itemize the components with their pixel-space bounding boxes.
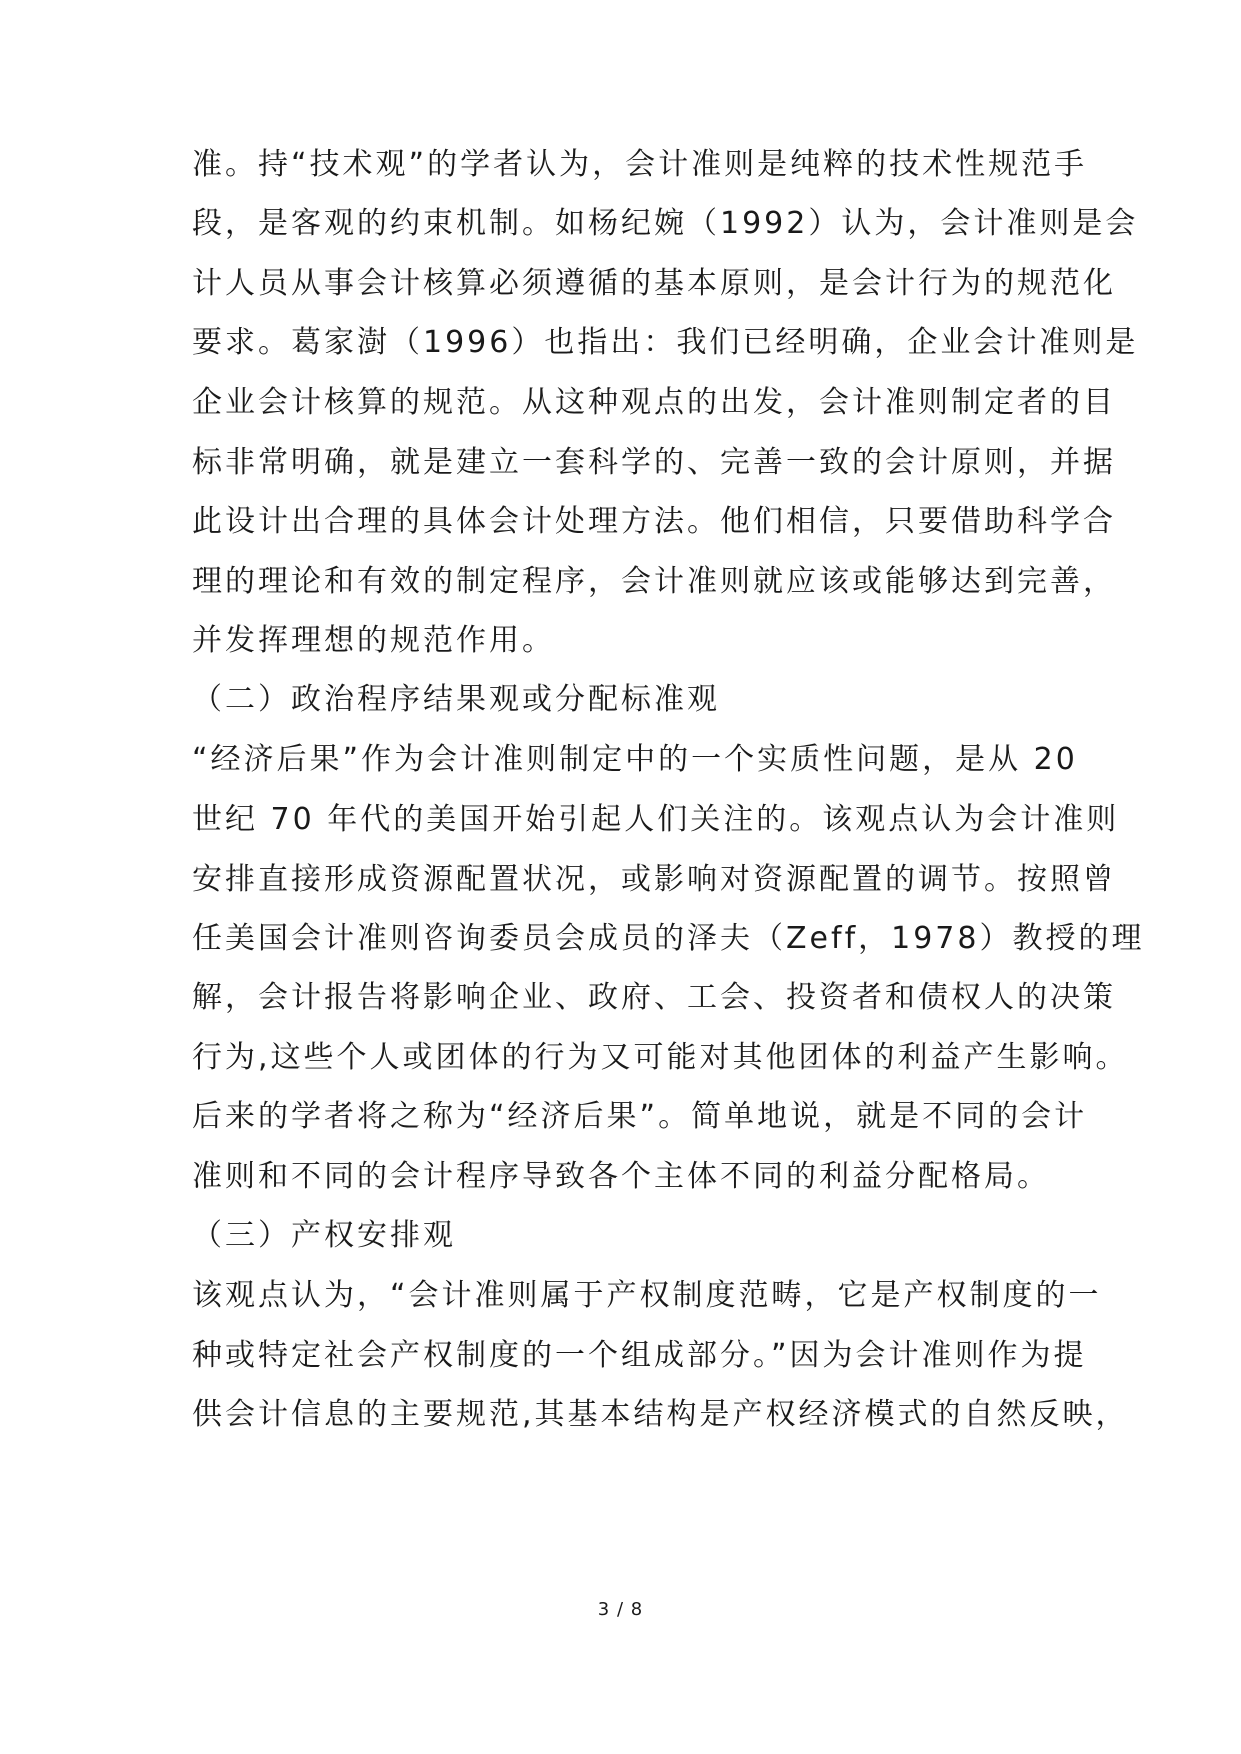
page-number: 3 / 8 (597, 1599, 644, 1620)
body-text-line: 要求。葛家澍（1996）也指出：我们已经明确，企业会计准则是 (192, 325, 1139, 360)
body-text-line: 准则和不同的会计程序导致各个主体不同的利益分配格局。 (192, 1159, 1050, 1194)
body-text-line: 并发挥理想的规范作用。 (192, 623, 555, 658)
body-text-line: 此设计出合理的具体会计处理方法。他们相信，只要借助科学合 (192, 504, 1116, 539)
body-text-line: 任美国会计准则咨询委员会成员的泽夫（Zeff，1978）教授的理 (192, 921, 1145, 956)
body-text-line: 后来的学者将之称为“经济后果”。简单地说，就是不同的会计 (192, 1099, 1088, 1134)
body-text-line: 该观点认为，“会计准则属于产权制度范畴，它是产权制度的一 (192, 1278, 1102, 1313)
body-text-line: “经济后果”作为会计准则制定中的一个实质性问题，是从 20 (192, 742, 1078, 777)
body-text-line: 准。持“技术观”的学者认为，会计准则是纯粹的技术性规范手 (192, 147, 1088, 182)
section-heading: （三）产权安排观 (192, 1218, 456, 1253)
body-text-line: 供会计信息的主要规范,其基本结构是产权经济模式的自然反映， (192, 1397, 1129, 1432)
body-text-line: 计人员从事会计核算必须遵循的基本原则，是会计行为的规范化 (192, 266, 1116, 301)
section-heading: （二）政治程序结果观或分配标准观 (192, 682, 720, 717)
body-text-line: 种或特定社会产权制度的一个组成部分。”因为会计准则作为提 (192, 1338, 1087, 1373)
body-text-line: 安排直接形成资源配置状况，或影响对资源配置的调节。按照曾 (192, 862, 1116, 897)
body-text-line: 理的理论和有效的制定程序，会计准则就应该或能够达到完善， (192, 564, 1116, 599)
body-text-line: 标非常明确，就是建立一套科学的、完善一致的会计原则，并据 (192, 445, 1116, 480)
body-text-line: 段，是客观的约束机制。如杨纪婉（1992）认为，会计准则是会 (192, 206, 1139, 241)
body-text-line: 世纪 70 年代的美国开始引起人们关注的。该观点认为会计准则 (192, 802, 1120, 837)
body-text-line: 企业会计核算的规范。从这种观点的出发，会计准则制定者的目 (192, 385, 1116, 420)
body-text-line: 解，会计报告将影响企业、政府、工会、投资者和债权人的决策 (192, 980, 1116, 1015)
body-text-line: 行为,这些个人或团体的行为又可能对其他团体的利益产生影响。 (192, 1040, 1129, 1075)
